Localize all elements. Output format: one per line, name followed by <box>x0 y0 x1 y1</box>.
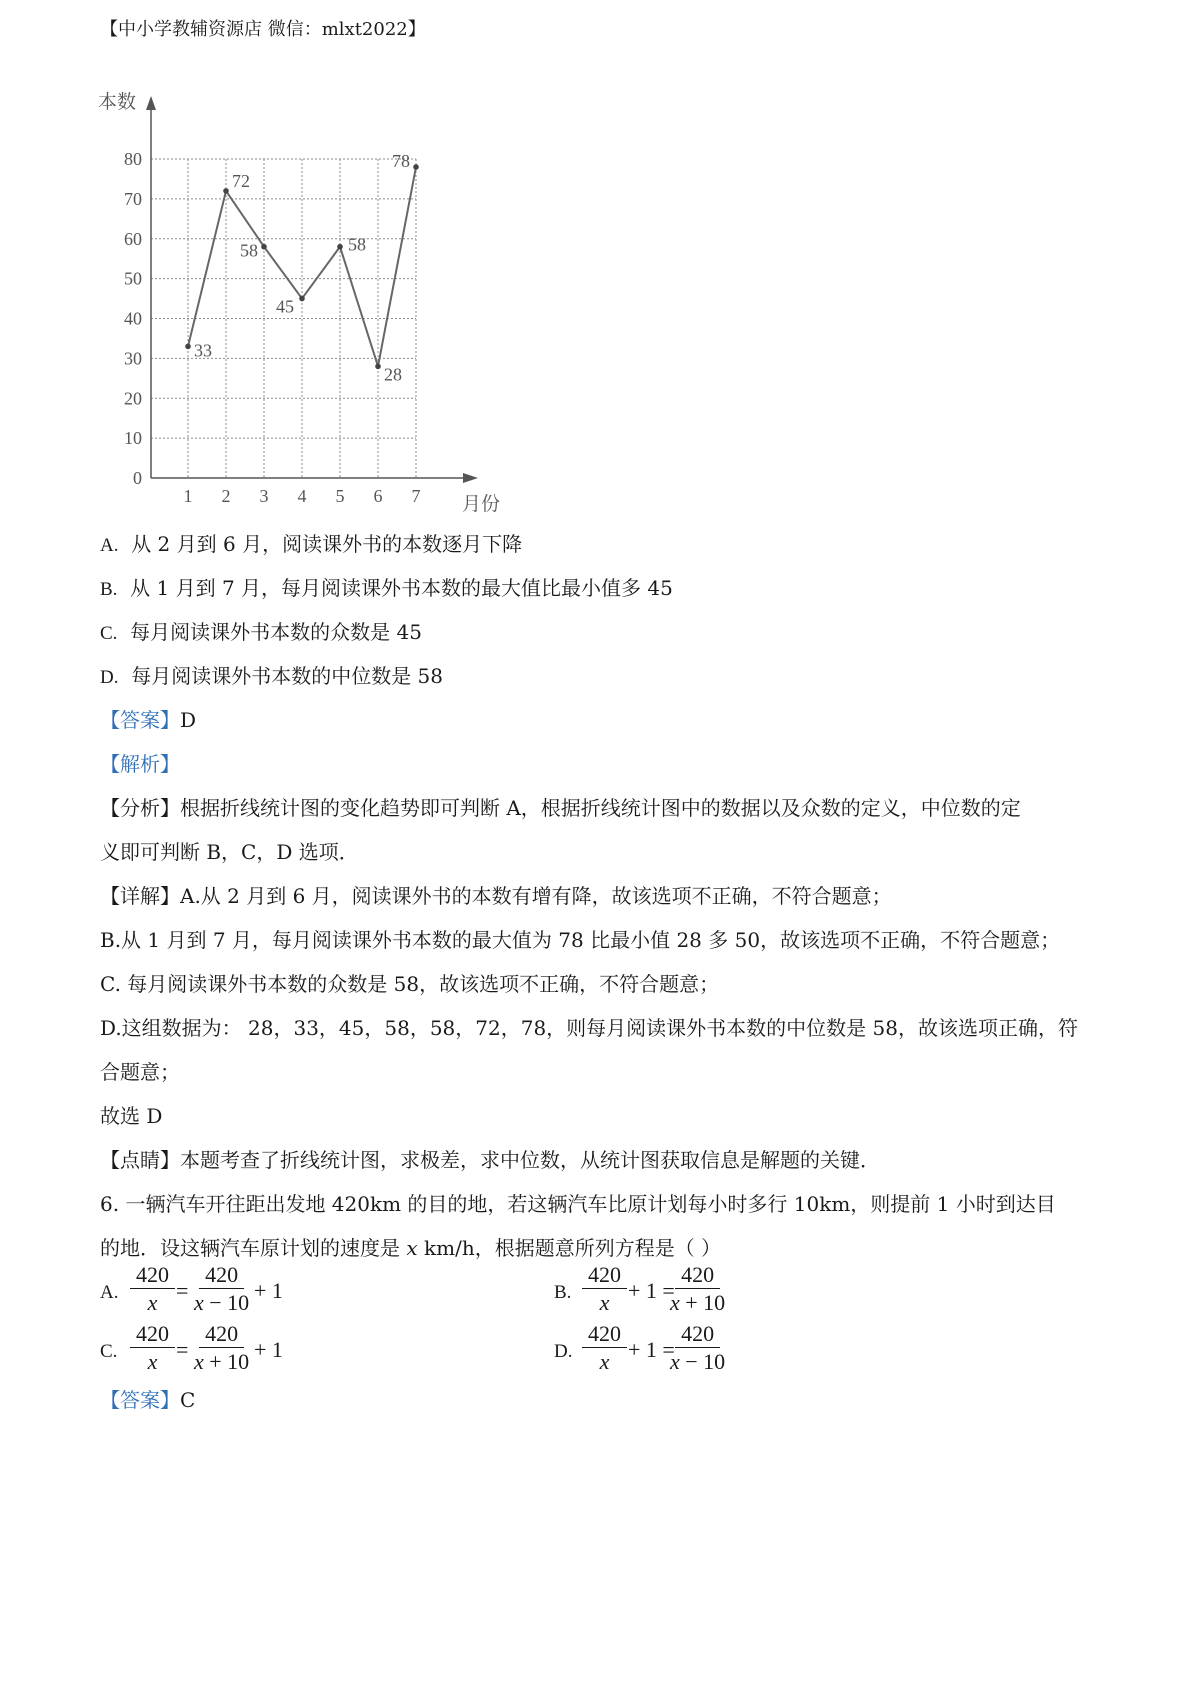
chart-grid <box>151 159 416 478</box>
x-axis-arrow <box>463 473 478 483</box>
q6-c-fraction-right <box>194 1321 249 1376</box>
detail-line-d2: 合题意； <box>100 1060 180 1084</box>
data-label: 78 <box>392 150 410 171</box>
numerator: 420 <box>675 1262 720 1289</box>
option-letter: A. <box>100 535 119 556</box>
q6-b-fraction-right <box>670 1262 725 1317</box>
y-axis-arrow <box>146 96 156 110</box>
data-label: 72 <box>232 170 250 191</box>
data-point <box>223 188 229 194</box>
denominator: x <box>147 1349 158 1374</box>
q6-variable: x <box>406 1236 418 1260</box>
x-tick-label: 1 <box>183 486 193 506</box>
den-var: x <box>670 1349 680 1374</box>
x-tick-label: 6 <box>373 486 383 506</box>
q6-line-1: 6. 一辆汽车开往距出发地 420km 的目的地，若这辆汽车比原计划每小时多行 10km，则提前 1 小时到达目 <box>100 1192 1056 1216</box>
den-rest: − 10 <box>679 1349 726 1374</box>
option-text: 每月阅读课外书本数的中位数是 58 <box>131 664 444 688</box>
data-label: 58 <box>240 240 258 261</box>
analysis-text: 根据折线统计图的变化趋势即可判断 A，根据折线统计图中的数据以及众数的定义，中位数的定 <box>180 796 1021 820</box>
denominator: x <box>599 1290 610 1315</box>
denominator: x <box>599 1349 610 1374</box>
chart-series <box>185 164 419 369</box>
data-point <box>337 244 343 250</box>
answer-tag: 【答案】 <box>100 708 180 732</box>
x-tick-label: 5 <box>335 486 345 506</box>
option-a <box>100 532 522 558</box>
q6-d-fraction-right <box>670 1321 725 1376</box>
x-tick-label: 4 <box>297 486 307 506</box>
analysis-line-2: 义即可判断 B，C，D 选项． <box>100 840 359 864</box>
option-b <box>100 576 673 602</box>
x-tick-label: 7 <box>411 486 421 506</box>
plus-one-equals: + 1 = <box>628 1278 675 1303</box>
y-tick-label: 50 <box>124 268 142 289</box>
x-tick-label: 2 <box>221 486 231 506</box>
q5-answer <box>100 708 196 732</box>
detail-line-b: B.从 1 月到 7 月，每月阅读课外书本数的最大值为 78 比最小值 28 多 50，故该选项不正确，不符合题意； <box>100 928 1061 952</box>
y-tick-label: 40 <box>124 308 142 329</box>
q6-line-2-post: km/h，根据题意所列方程是（ ） <box>417 1236 722 1260</box>
line-chart <box>90 80 530 530</box>
den-rest: + 10 <box>679 1290 726 1315</box>
den-var: x <box>194 1349 204 1374</box>
detail-text: A.从 2 月到 6 月，阅读课外书的本数有增有降，故该选项不正确，不符合题意； <box>180 884 892 908</box>
analysis-tag: 【分析】 <box>100 796 180 820</box>
data-label: 28 <box>384 364 402 385</box>
x-axis-title: 月份 <box>462 494 501 515</box>
den-rest: + 10 <box>203 1349 250 1374</box>
option-text: 从 2 月到 6 月，阅读课外书的本数逐月下降 <box>131 532 523 556</box>
numerator: 420 <box>582 1262 627 1289</box>
q6-option-d-letter: D. <box>554 1341 573 1362</box>
data-label: 33 <box>194 340 212 361</box>
q6-a-fraction-right <box>194 1262 249 1317</box>
option-text: 从 1 月到 7 月，每月阅读课外书本数的最大值比最小值多 45 <box>130 576 673 600</box>
data-point <box>185 344 191 350</box>
answer-value: D <box>180 708 197 732</box>
q6-option-c-letter: C. <box>100 1341 118 1362</box>
option-c <box>100 620 422 646</box>
q6-a-fraction-left <box>130 1262 175 1317</box>
denominator: x <box>147 1290 158 1315</box>
data-point <box>375 364 381 370</box>
den-var: x <box>670 1290 680 1315</box>
q6-c-fraction-left <box>130 1321 175 1376</box>
data-point <box>261 244 267 250</box>
q6-b-fraction-left <box>582 1262 627 1317</box>
data-point <box>413 164 419 170</box>
header-shop-text: 【中小学教辅资源店 微信：mlxt2022】 <box>100 19 426 40</box>
option-letter: B. <box>100 579 118 600</box>
y-tick-label: 20 <box>124 388 142 409</box>
denominator <box>194 1348 249 1376</box>
comment-text: 本题考查了折线统计图，求极差，求中位数，从统计图获取信息是解题的关键． <box>180 1148 880 1172</box>
q6-line-2 <box>100 1236 721 1260</box>
x-tick-label: 3 <box>259 486 269 506</box>
detail-tag: 【详解】 <box>100 884 180 908</box>
y-tick-label: 80 <box>124 149 142 169</box>
denominator <box>670 1289 725 1317</box>
analysis-line-1 <box>100 796 1021 820</box>
y-axis-title: 本数 <box>98 92 137 113</box>
plus-one-equals: + 1 = <box>628 1337 675 1362</box>
y-tick-label: 10 <box>124 428 142 449</box>
detail-line-d1: D.这组数据为： 28，33，45，58，58，72，78，则每月阅读课外书本数的中位数是 58，故该选项正确，符 <box>100 1016 1078 1040</box>
data-label: 45 <box>276 296 294 317</box>
q6-d-fraction-left <box>582 1321 627 1376</box>
equals-sign: = <box>176 1337 189 1362</box>
option-text: 每月阅读课外书本数的众数是 45 <box>130 620 422 644</box>
option-letter: D. <box>100 667 119 688</box>
numerator: 420 <box>199 1262 244 1289</box>
denominator <box>670 1348 725 1376</box>
q6-answer <box>100 1388 195 1412</box>
q6-option-b-letter: B. <box>554 1282 572 1303</box>
answer-value: C <box>180 1388 196 1412</box>
comment-line <box>100 1148 880 1172</box>
numerator: 420 <box>582 1321 627 1348</box>
q6-option-a-letter: A. <box>100 1282 119 1303</box>
chart-axes <box>98 91 500 515</box>
plus-one: + 1 <box>254 1278 283 1303</box>
detail-line-a <box>100 884 892 908</box>
numerator: 420 <box>130 1321 175 1348</box>
denominator <box>194 1289 249 1317</box>
jiexi-tag: 【解析】 <box>100 752 180 776</box>
plus-one: + 1 <box>254 1337 283 1362</box>
detail-line-c: C. 每月阅读课外书本数的众数是 58，故该选项不正确，不符合题意； <box>100 972 720 996</box>
data-label: 58 <box>348 234 366 255</box>
den-rest: − 10 <box>203 1290 250 1315</box>
answer-tag: 【答案】 <box>100 1388 180 1412</box>
detail-conclusion: 故选 D <box>100 1104 163 1128</box>
y-tick-label: 70 <box>124 188 142 209</box>
numerator: 420 <box>675 1321 720 1348</box>
option-letter: C. <box>100 623 118 644</box>
y-tick-label: 60 <box>124 228 142 249</box>
y-tick-label: 0 <box>133 468 142 488</box>
equals-sign: = <box>176 1278 189 1303</box>
den-var: x <box>194 1290 204 1315</box>
y-tick-label: 30 <box>124 348 142 369</box>
numerator: 420 <box>130 1262 175 1289</box>
comment-tag: 【点睛】 <box>100 1148 180 1172</box>
data-point <box>299 296 305 302</box>
numerator: 420 <box>199 1321 244 1348</box>
option-d <box>100 664 443 690</box>
chart-tick-labels <box>124 149 421 506</box>
q6-line-2-pre: 的地．设这辆汽车原计划的速度是 <box>100 1236 407 1260</box>
